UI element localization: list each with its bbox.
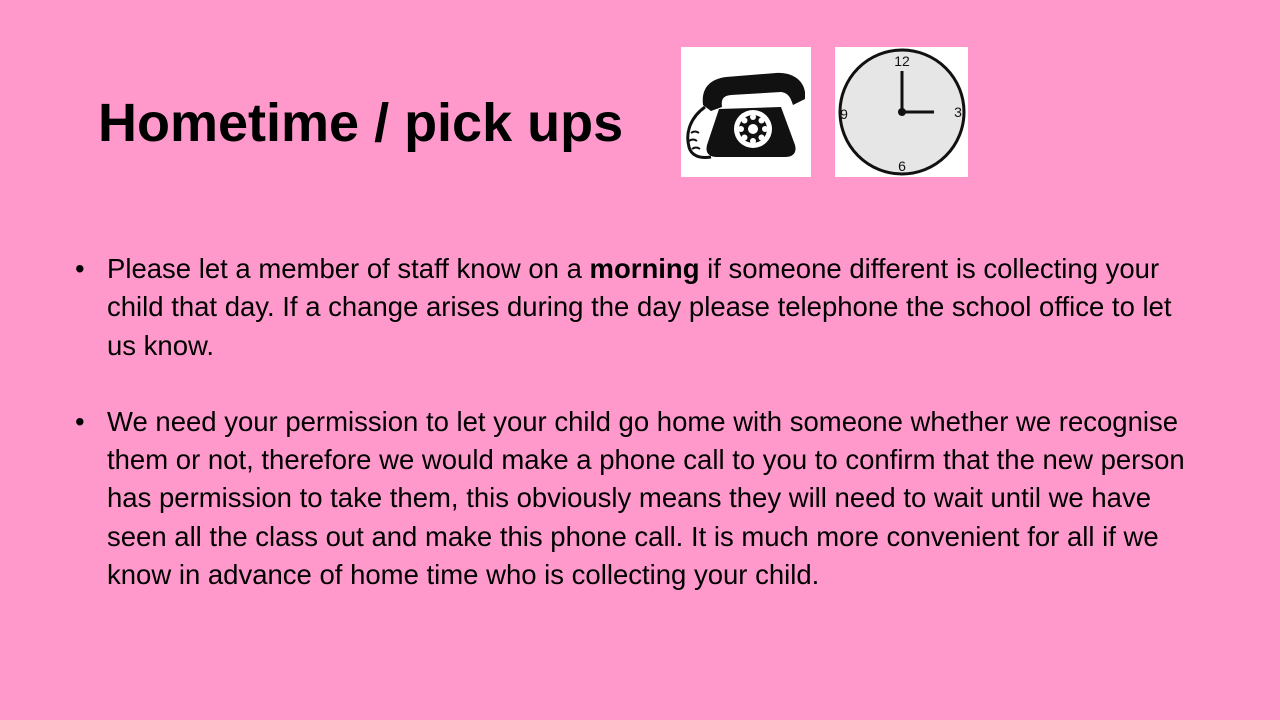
clock-number-3: 3 — [954, 104, 962, 120]
bullet-text: We need your permission to let your child go home with someone whether we recognise them or not, therefore we would make a phone call to you to confirm that the new person has permission to take them, this obviously means they will need to wait until we have seen all the class out and make this phone call. It is much more convenient for all if we know in advance of home time who is collecting your child. — [107, 405, 1185, 591]
clock-number-6: 6 — [898, 158, 906, 174]
bullet-item — [75, 250, 1195, 365]
telephone-icon — [681, 47, 811, 177]
bullet-list — [75, 250, 1195, 632]
bullet-item — [75, 403, 1195, 594]
bullet-text-lead: Please let a member of staff know on a — [107, 253, 590, 284]
bullet-text-rest: if someone different is collecting your child that day. If a change arises during the day please telephone the school office to let us know. — [107, 253, 1172, 361]
clock-icon — [835, 47, 968, 177]
bullet-dot: • — [75, 405, 85, 437]
bullet-text-emphasis: morning — [589, 253, 700, 284]
clock-number-12: 12 — [894, 53, 910, 69]
slide-title: Hometime / pick ups — [98, 93, 624, 153]
bullet-dot: • — [75, 253, 85, 284]
clock-number-9: 9 — [840, 106, 848, 122]
